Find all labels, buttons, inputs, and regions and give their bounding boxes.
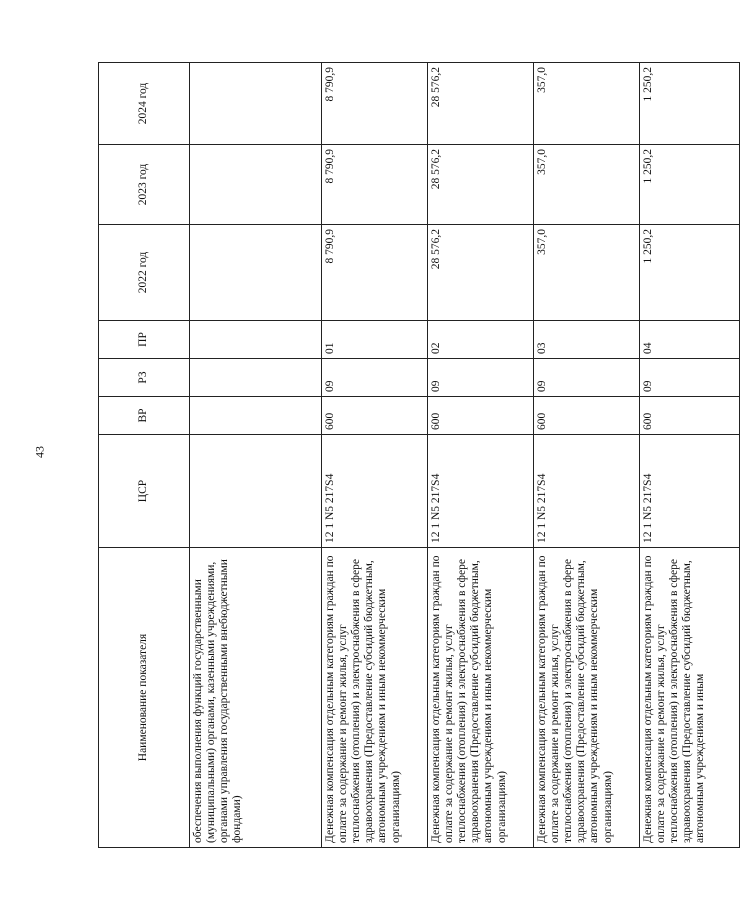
cell-csr: 12 1 N5 217S4 [534,435,640,548]
cell-vr: 600 [428,397,534,435]
cell-pr: 02 [428,321,534,359]
table-row [534,63,640,848]
cell-2022: 8 790,9 [322,225,428,321]
cell-2023 [190,145,322,225]
header-csr: ЦСР [99,435,190,548]
cell-pr: 01 [322,321,428,359]
cell-vr: 600 [322,397,428,435]
cell-vr: 600 [640,397,740,435]
cell-name: Денежная компенсация отдельным категориям граждан по оплате за содержание и ремонт жилья, услуг теплоснабжения (отопления) и электроснабжения в сфере здравоохранения (Предоставление субсидий бюджетным, автономным учреждениям и иным [640,548,740,848]
cell-vr [190,397,322,435]
cell-name: обеспечения выполнения функций государственными (муниципальными) органами, казенными учреждениями, органами управления государственными внебюджетными фондами) [190,548,322,848]
budget-table-container [98,63,707,848]
cell-2024: 357,0 [534,63,640,145]
cell-csr: 12 1 N5 217S4 [322,435,428,548]
cell-pr: 04 [640,321,740,359]
cell-2024: 8 790,9 [322,63,428,145]
cell-rz: 09 [428,359,534,397]
cell-2022 [190,225,322,321]
cell-name: Денежная компенсация отдельным категориям граждан по оплате за содержание и ремонт жилья, услуг теплоснабжения (отопления) и электроснабжения в сфере здравоохранения (Предоставление субсидий бюджетным, автономным учреждениям и иным некоммерческим организациям) [534,548,640,848]
cell-2023: 357,0 [534,145,640,225]
cell-vr: 600 [534,397,640,435]
cell-2023: 8 790,9 [322,145,428,225]
cell-pr: 03 [534,321,640,359]
header-2024: 2024 год [99,63,190,145]
cell-2022: 28 576,2 [428,225,534,321]
cell-2024: 1 250,2 [640,63,740,145]
header-pr: ПР [99,321,190,359]
budget-table [98,62,740,848]
cell-csr: 12 1 N5 217S4 [428,435,534,548]
cell-rz [190,359,322,397]
cell-2023: 1 250,2 [640,145,740,225]
cell-name: Денежная компенсация отдельным категориям граждан по оплате за содержание и ремонт жилья, услуг теплоснабжения (отопления) и электроснабжения в сфере здравоохранения (Предоставление субсидий бюджетным, автономным учреждениям и иным некоммерческим организациям) [322,548,428,848]
header-rz: РЗ [99,359,190,397]
cell-rz: 09 [640,359,740,397]
cell-pr [190,321,322,359]
cell-name: Денежная компенсация отдельным категориям граждан по оплате за содержание и ремонт жилья, услуг теплоснабжения (отопления) и электроснабжения в сфере здравоохранения (Предоставление субсидий бюджетным, автономным учреждениям и иным некоммерческим организациям) [428,548,534,848]
cell-2024: 28 576,2 [428,63,534,145]
table-row [190,63,322,848]
cell-rz: 09 [534,359,640,397]
header-vr: ВР [99,397,190,435]
cell-2022: 357,0 [534,225,640,321]
cell-rz: 09 [322,359,428,397]
header-2022: 2022 год [99,225,190,321]
header-name: Наименование показателя [99,548,190,848]
cell-2022: 1 250,2 [640,225,740,321]
table-header-row [99,63,190,848]
header-2023: 2023 год [99,145,190,225]
table-row [322,63,428,848]
rotated-table-frame [98,63,707,848]
cell-2024 [190,63,322,145]
table-row [640,63,740,848]
table-row [428,63,534,848]
cell-2023: 28 576,2 [428,145,534,225]
cell-csr: 12 1 N5 217S4 [640,435,740,548]
cell-csr [190,435,322,548]
page-number: 43 [32,446,47,458]
